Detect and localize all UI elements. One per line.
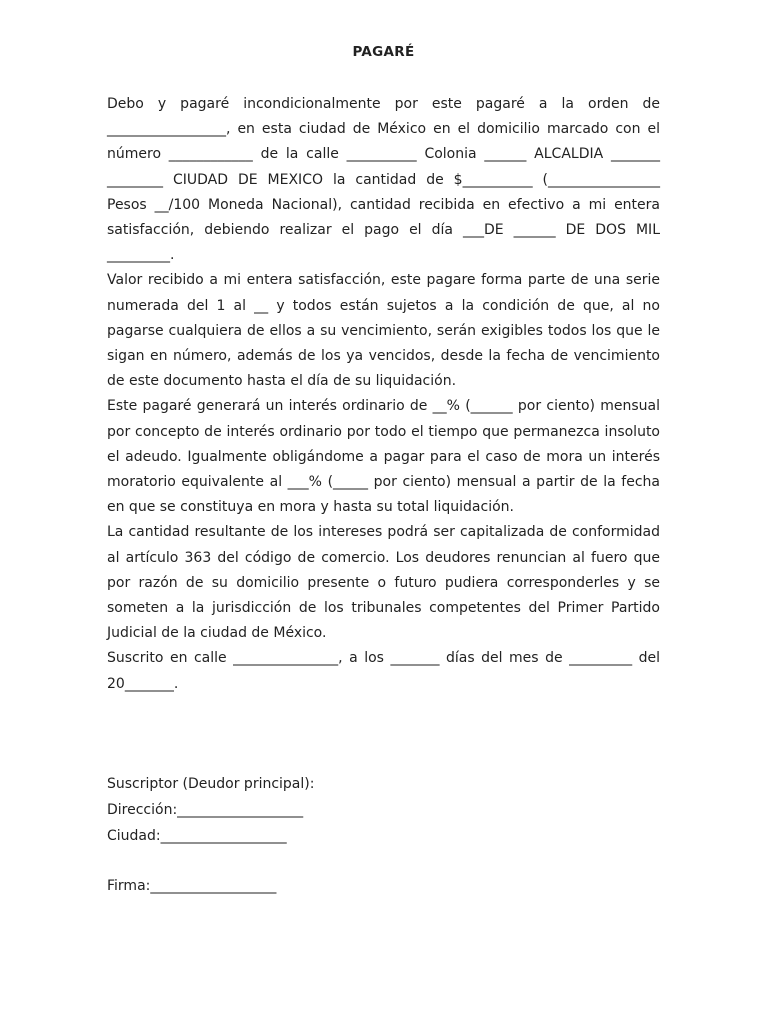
- firma-field: Firma:__________________: [107, 878, 277, 894]
- paragraph-value-received: Valor recibido a mi entera satisfacción, este pagare forma parte de una serie numerada del 1 al __ y todos están sujetos a la condición de que, al no pagarse cualquiera de ellos a su vencimiento, serán exigibles todos los que le sigan en número, además de los ya vencidos, desde la fecha de vencimiento de este documento hasta el día de su liquidación.: [107, 272, 660, 390]
- paragraph-promise: Debo y pagaré incondicionalmente por este pagaré a la orden de _________________, en esta ciudad de México en el domicilio marcado con el número ____________ de la calle __________ Colonia ______ ALCALDIA _______ ________ CIUDAD DE MEXICO la cantidad de $__________ (________________ Pesos __/100 Moneda Nacional), cantidad recibida en efectivo a mi entera satisfacción, debiendo realizar el pago el día ___DE ______ DE DOS MIL _________.: [107, 96, 660, 264]
- document-title: PAGARÉ: [352, 44, 415, 60]
- ciudad-field: Ciudad:__________________: [107, 828, 287, 844]
- paragraph-interest: Este pagaré generará un interés ordinario de __% (______ por ciento) mensual por concepto de interés ordinario por todo el tiempo que permanezca insoluto el adeudo. Igualmente obligándome a pagar para el caso de mora un interés moratorio equivalente al ___% (_____ por ciento) mensual a partir de la fecha en que se constituya en mora y hasta su total liquidación.: [107, 398, 660, 516]
- paragraph-signed-at: Suscrito en calle _______________, a los _______ días del mes de _________ del 20_______.: [107, 650, 660, 692]
- suscriptor-label: Suscriptor (Deudor principal):: [107, 776, 315, 792]
- signature-block: [107, 771, 660, 899]
- spacer: [107, 849, 660, 873]
- direccion-field: Dirección:__________________: [107, 802, 304, 818]
- paragraph-capitalization: La cantidad resultante de los intereses podrá ser capitalizada de conformidad al artículo 363 del código de comercio. Los deudores renuncian al fuero que por razón de su domicilio presente o futuro pudiera corresponderles y se someten a la jurisdicción de los tribunales competentes del Primer Partido Judicial de la ciudad de México.: [107, 524, 660, 642]
- document-body: [107, 92, 660, 697]
